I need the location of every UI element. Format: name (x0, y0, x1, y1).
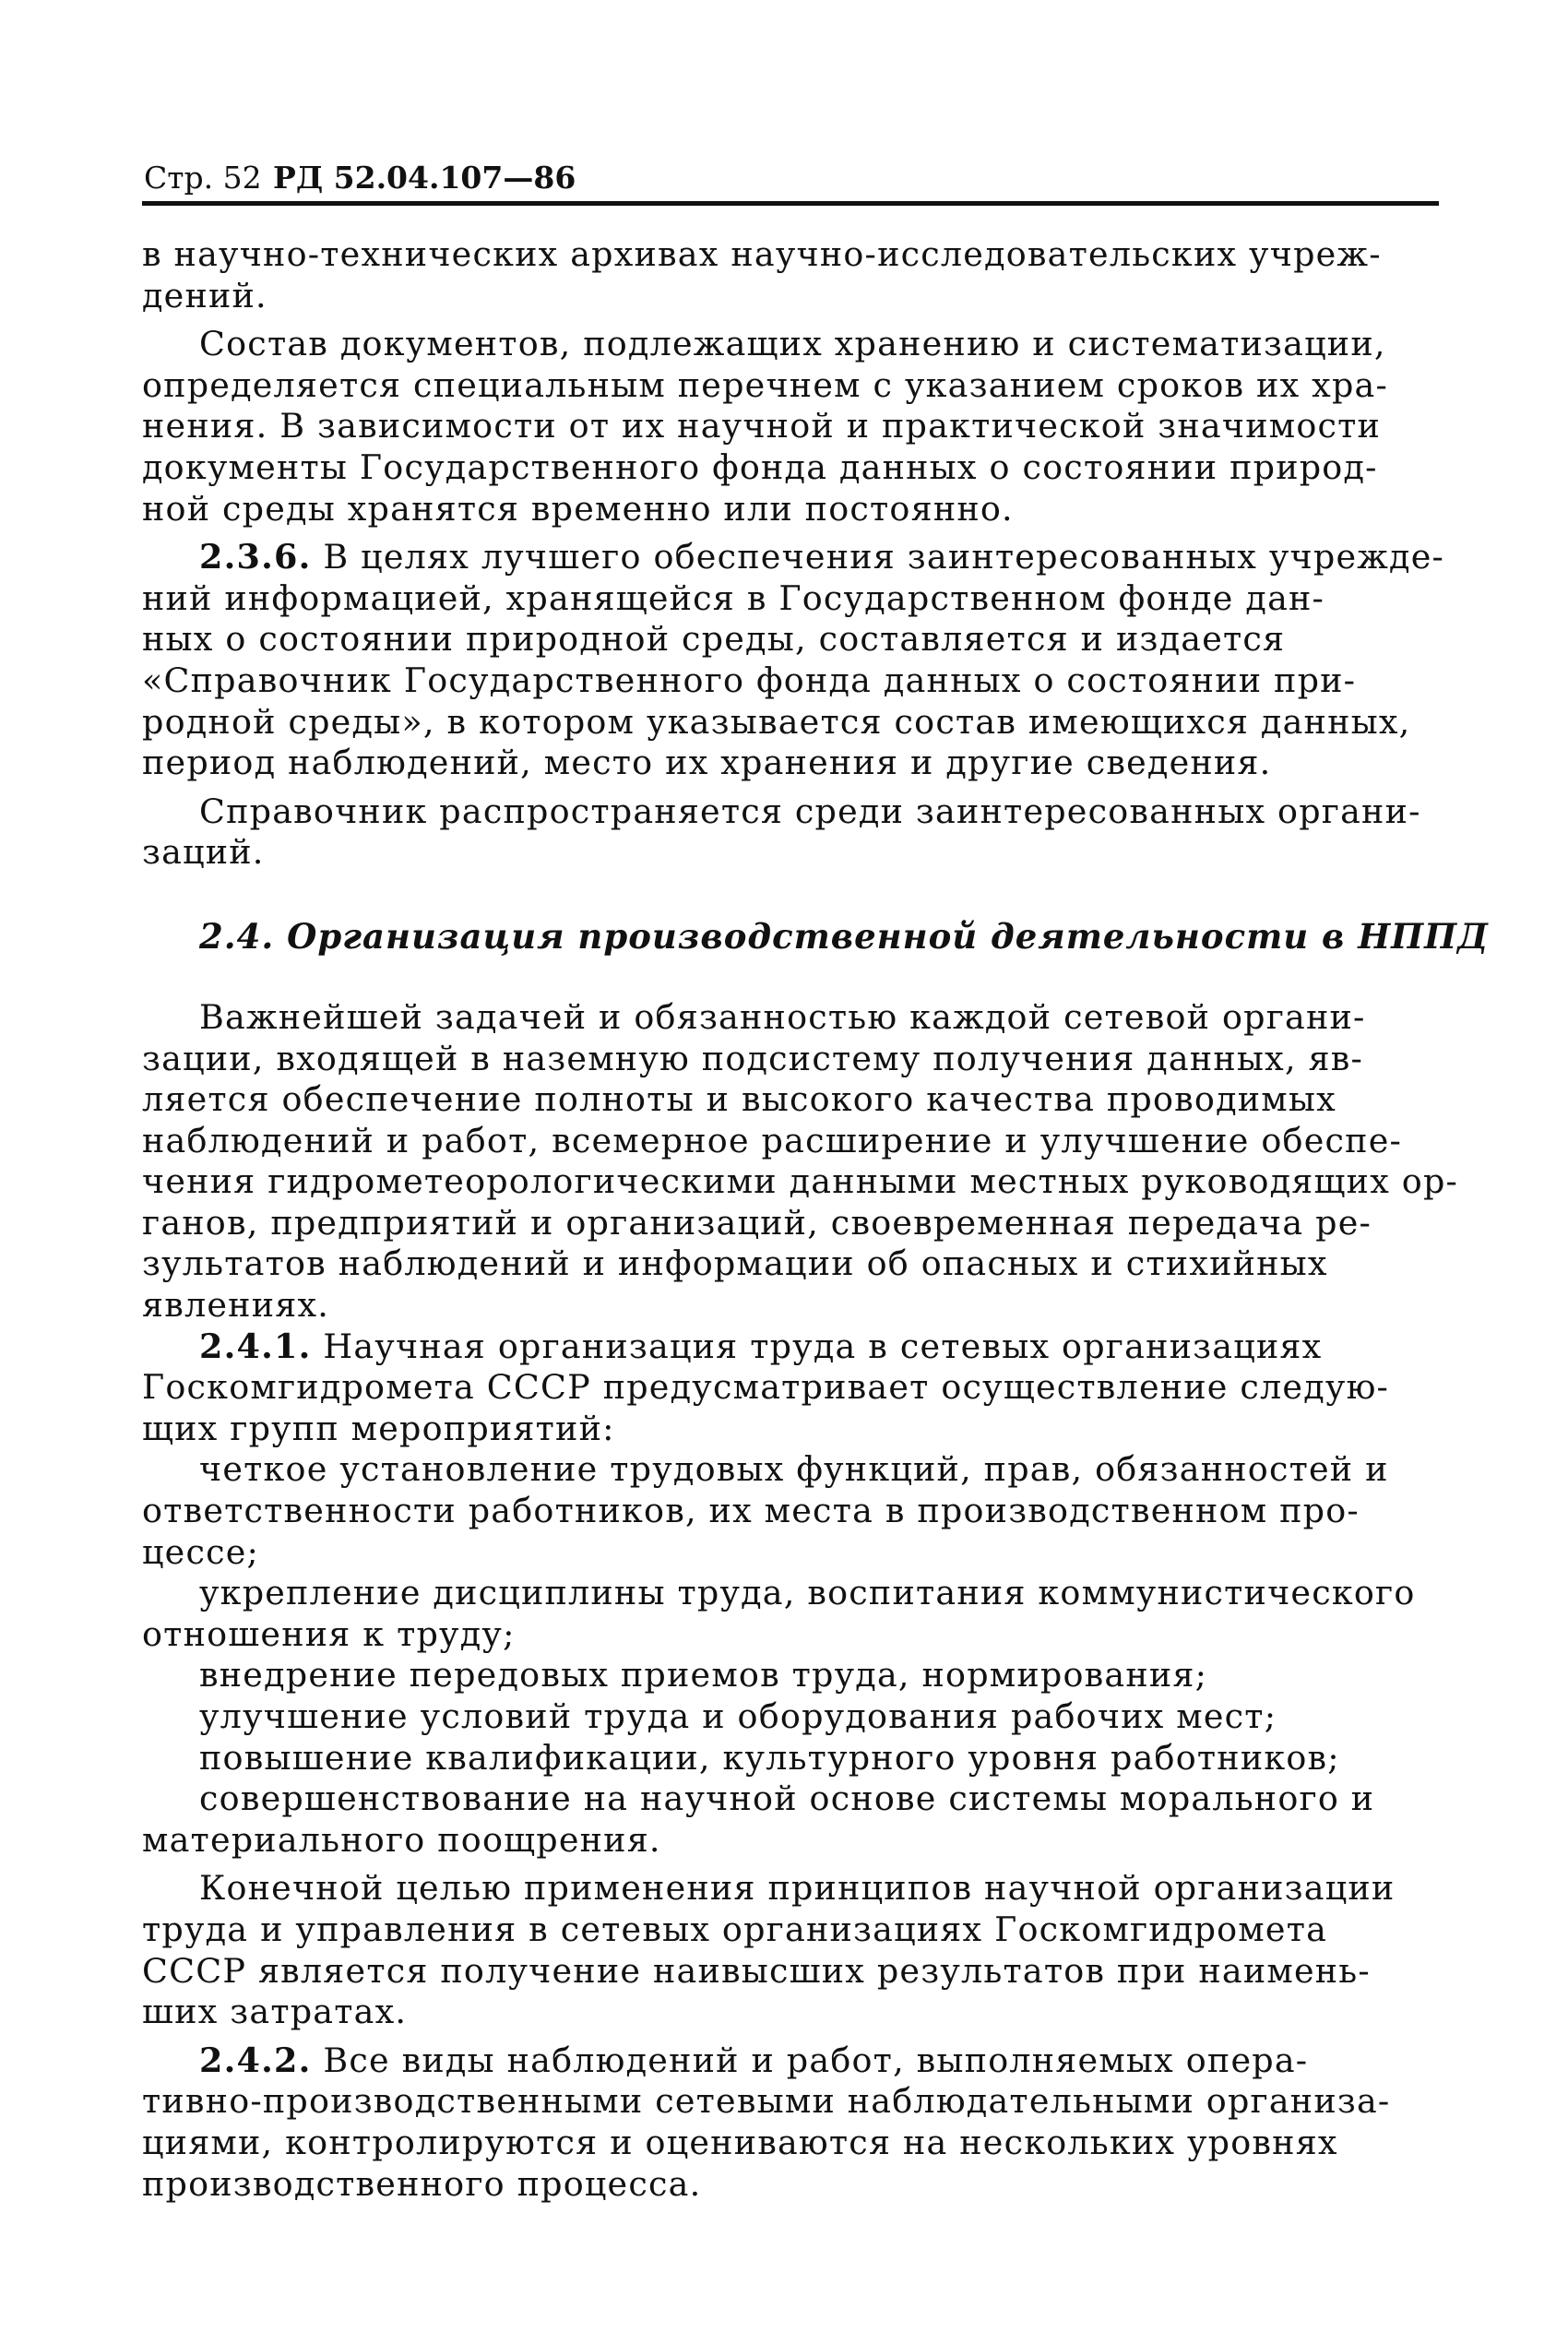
text-line: Состав документов, подлежащих хранению и систематизации, (199, 324, 1386, 364)
text-line: внедрение передовых приемов труда, нормирования; (199, 1655, 1208, 1695)
text-line: период наблюдений, место их хранения и другие сведения. (142, 743, 1272, 783)
text-line: совершенствование на научной основе системы морального и (199, 1779, 1375, 1819)
paragraph-composition (142, 324, 1443, 529)
document-body (142, 234, 1489, 2205)
text-line: отношения к труду; (142, 1613, 516, 1654)
text-line: дений. (142, 275, 267, 315)
text-line: ганов, предприятий и организаций, своевременная передача ре- (142, 1202, 1372, 1243)
text-line: «Справочник Государственного фонда данных о состоянии при- (142, 660, 1357, 700)
paragraph-final-goal (142, 1868, 1443, 2032)
list-item-functions (142, 1449, 1443, 1573)
header-divider (142, 201, 1439, 206)
clause-text: Все виды наблюдений и работ, выполняемых опера- (311, 2040, 1309, 2080)
paragraph-main-task (142, 996, 1459, 1327)
list-item-qualification (142, 1738, 1443, 1779)
clause-number: 2.4.1. (199, 1326, 312, 1366)
clause-text: В целях лучшего обеспечения заинтересованных учрежде- (311, 537, 1445, 577)
text-line: повышение квалификации, культурного уровня работников; (199, 1737, 1340, 1778)
clause-2-4-1 (142, 1327, 1443, 1450)
text-line: циями, контролируются и оцениваются на нескольких уровнях (142, 2122, 1338, 2162)
paragraph-archives (142, 234, 1443, 316)
text-line: Важнейшей задачей и обязанностью каждой сетевой органи- (199, 996, 1366, 1037)
text-line: зультатов наблюдений и информации об опасных и стихийных (142, 1243, 1328, 1284)
text-line: производственного процесса. (142, 2163, 702, 2204)
text-line: труда и управления в сетевых организациях Госкомгидромета (142, 1909, 1328, 1949)
text-line: цессе; (142, 1531, 260, 1572)
clause-number: 2.4.2. (199, 2040, 312, 2080)
text-line: явлениях. (142, 1285, 330, 1326)
document-code: РД 52.04.107—86 (273, 160, 576, 196)
text-line: Справочник распространяется среди заинтересованных органи- (199, 791, 1421, 831)
clause-number: 2.3.6. (199, 537, 312, 577)
text-line: заций. (142, 832, 265, 873)
text-line (142, 1327, 1443, 1368)
text-line: нения. В зависимости от их научной и практической значимости (142, 406, 1382, 446)
text-line: тивно-производственными сетевыми наблюдательными организа- (142, 2081, 1391, 2122)
list-item-conditions (142, 1696, 1443, 1738)
text-line: зации, входящей в наземную подсистему получения данных, яв- (142, 1038, 1364, 1078)
text-line: ных о состоянии природной среды, составляется и издается (142, 619, 1286, 660)
text-line: Конечной целью применения принципов научной организации (199, 1868, 1396, 1909)
text-line: в научно-технических архивах научно-исследовательских учреж- (142, 234, 1382, 274)
text-line: четкое установление трудовых функций, прав, обязанностей и (199, 1449, 1389, 1490)
section-heading: 2.4. Организация производственной деятельности в НППД (199, 915, 1489, 957)
text-line: родной среды», в котором указывается состав имеющихся данных, (142, 701, 1411, 742)
paragraph-handbook (142, 791, 1443, 874)
text-line: ной среды хранятся временно или постоянно. (142, 488, 1014, 529)
text-line: документы Государственного фонда данных о состоянии природ- (142, 446, 1378, 487)
list-item-methods (142, 1655, 1443, 1696)
text-line: материального поощрения. (142, 1819, 661, 1860)
text-line: чения гидрометеорологическими данными местных руководящих ор- (142, 1161, 1459, 1202)
text-line: определяется специальным перечнем с указанием сроков их хра- (142, 364, 1389, 405)
list-item-incentives (142, 1779, 1443, 1861)
page-number-label: Стр. 52 (144, 160, 262, 196)
text-line (142, 537, 1443, 578)
text-line: улучшение условий труда и оборудования рабочих мест; (199, 1696, 1277, 1736)
text-line: Госкомгидромета СССР предусматривает осуществление следую- (142, 1367, 1390, 1408)
clause-text: Научная организация труда в сетевых организациях (311, 1326, 1323, 1366)
text-line: укрепление дисциплины труда, воспитания коммунистического (199, 1573, 1416, 1613)
text-line: ответственности работников, их места в производственном про- (142, 1491, 1360, 1531)
text-line: ших затратах. (142, 1992, 408, 2032)
clause-2-3-6 (142, 537, 1443, 784)
text-line: щих групп мероприятий: (142, 1408, 615, 1448)
list-item-discipline (142, 1573, 1443, 1655)
text-line (142, 2040, 1443, 2082)
text-line: ляется обеспечение полноты и высокого качества проводимых (142, 1079, 1336, 1120)
running-header (144, 157, 1439, 203)
text-line: СССР является получение наивысших результатов при наимень- (142, 1950, 1371, 1991)
text-line: наблюдений и работ, всемерное расширение и улучшение обеспе- (142, 1120, 1403, 1160)
text-line: ний информацией, хранящейся в Государственном фонде дан- (142, 577, 1325, 618)
clause-2-4-2 (142, 2040, 1443, 2205)
